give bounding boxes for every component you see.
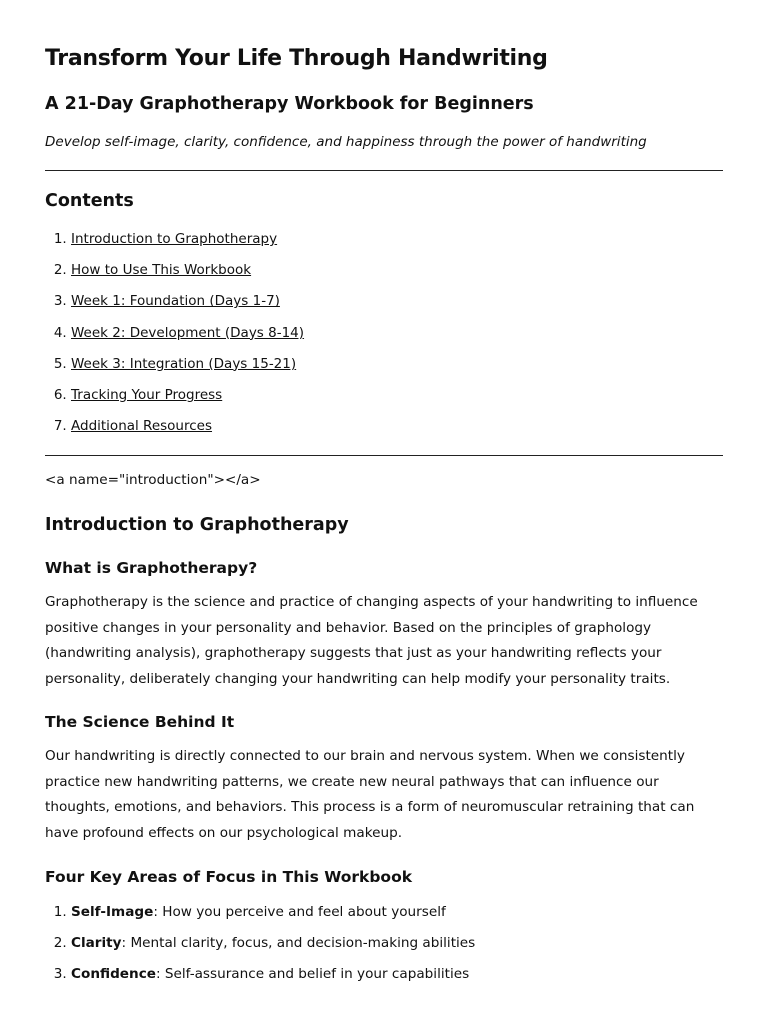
tagline: Develop self-image, clarity, confidence, and happiness through the power of handwriting bbox=[45, 134, 647, 150]
contents-heading: Contents bbox=[45, 191, 134, 211]
focus-term: Clarity bbox=[71, 935, 122, 952]
introduction-heading: Introduction to Graphotherapy bbox=[45, 515, 349, 535]
toc-item bbox=[71, 291, 723, 311]
anchor-text: <a name="introduction"></a> bbox=[45, 472, 261, 488]
toc-link-week-1[interactable]: Week 1: Foundation (Days 1-7) bbox=[71, 293, 280, 310]
list-item bbox=[71, 964, 723, 984]
focus-term: Self-Image bbox=[71, 904, 154, 920]
focus-desc: : How you perceive and feel about yourself bbox=[153, 904, 446, 920]
divider bbox=[45, 455, 723, 456]
science-heading: The Science Behind It bbox=[45, 713, 235, 731]
toc-link-resources[interactable]: Additional Resources bbox=[71, 418, 213, 435]
focus-term: Confidence bbox=[71, 966, 156, 983]
page-title: Transform Your Life Through Handwriting bbox=[45, 46, 548, 71]
divider bbox=[45, 170, 723, 171]
toc-link-tracking[interactable]: Tracking Your Progress bbox=[71, 386, 223, 403]
toc-item bbox=[71, 354, 723, 374]
table-of-contents bbox=[45, 229, 723, 447]
toc-item bbox=[71, 323, 723, 343]
list-item bbox=[71, 902, 723, 922]
what-heading: What is Graphotherapy? bbox=[45, 559, 258, 577]
toc-link-week-3[interactable]: Week 3: Integration (Days 15-21) bbox=[71, 355, 297, 372]
focus-list bbox=[45, 902, 723, 996]
toc-item bbox=[71, 416, 723, 436]
toc-link-week-2[interactable]: Week 2: Development (Days 8-14) bbox=[71, 324, 305, 341]
toc-item bbox=[71, 260, 723, 280]
focus-heading: Four Key Areas of Focus in This Workbook bbox=[45, 868, 413, 886]
focus-desc: : Self-assurance and belief in your capabilities bbox=[155, 966, 470, 983]
science-paragraph: Our handwriting is directly connected to our brain and nervous system. When we consistently practice new handwriting patterns, we create new neural pathways that can influence our thoughts, emotions, and behaviors. This process is a form of neuromuscular retraining that can have profound effects on our psychological makeup. bbox=[45, 748, 695, 841]
toc-item bbox=[71, 229, 723, 249]
what-paragraph: Graphotherapy is the science and practice of changing aspects of your handwriting to influence positive changes in your personality and behavior. Based on the principles of graphology (handwriting analysis), graphotherapy suggests that just as your handwriting reflects your personality, deliberately changing your handwriting can help modify your personality traits. bbox=[45, 594, 698, 687]
focus-desc: : Mental clarity, focus, and decision-making abilities bbox=[121, 935, 476, 952]
toc-item bbox=[71, 385, 723, 405]
page-subtitle: A 21-Day Graphotherapy Workbook for Beginners bbox=[45, 94, 534, 114]
toc-link-how-to-use[interactable]: How to Use This Workbook bbox=[71, 262, 252, 279]
list-item bbox=[71, 933, 723, 953]
toc-link-introduction[interactable]: Introduction to Graphotherapy bbox=[71, 231, 278, 247]
